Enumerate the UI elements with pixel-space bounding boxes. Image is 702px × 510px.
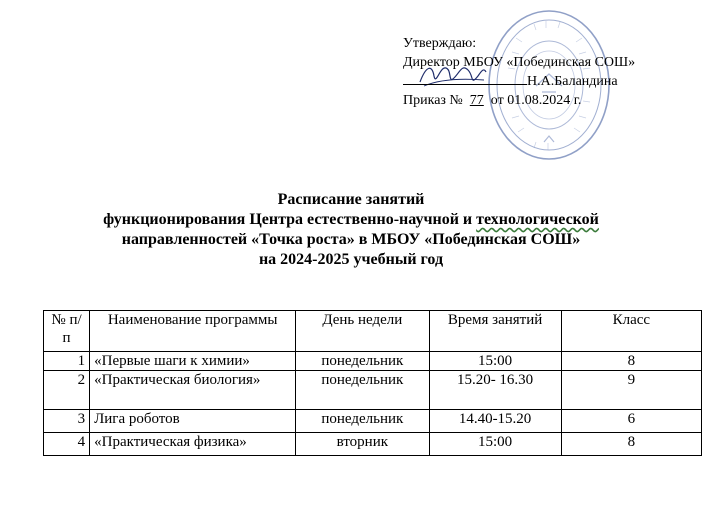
table-row: [44, 433, 702, 456]
table-row: [44, 352, 702, 371]
cell-num: 3: [44, 410, 90, 433]
cell-name: «Первые шаги к химии»: [90, 352, 296, 371]
title-line-2b: технологической: [476, 211, 599, 228]
cell-num: 1: [44, 352, 90, 371]
cell-day: понедельник: [296, 352, 429, 371]
cell-time: 14.40-15.20: [429, 410, 561, 433]
cell-time: 15:00: [429, 433, 561, 456]
cell-class: 8: [561, 433, 701, 456]
cell-class: 9: [561, 371, 701, 410]
approval-director-title: Директор МБОУ «Побединская СОШ»: [403, 55, 636, 70]
signature-blank: [403, 72, 527, 85]
cell-class: 6: [561, 410, 701, 433]
approval-signature-line: [403, 72, 635, 91]
schedule-table: [43, 310, 702, 456]
cell-class: 8: [561, 352, 701, 371]
title-line-3: направленностей «Точка роста» в МБОУ «Побединская СОШ»: [121, 231, 581, 248]
cell-name: Лига роботов: [90, 410, 296, 433]
order-number: 77: [469, 93, 484, 108]
approval-block: [403, 34, 635, 110]
director-name: Н.А.Баландина: [527, 74, 618, 89]
header-class: Класс: [561, 311, 701, 352]
cell-time: 15.20- 16.30: [429, 371, 561, 410]
cell-day: вторник: [296, 433, 429, 456]
header-day: День недели: [296, 311, 429, 352]
title-line-1: Расписание занятий: [277, 191, 425, 208]
header-time: Время занятий: [429, 311, 561, 352]
cell-name: «Практическая биология»: [90, 371, 296, 410]
document-title: [0, 190, 702, 270]
cell-time: 15:00: [429, 352, 561, 371]
cell-day: понедельник: [296, 371, 429, 410]
header-num: № п/п: [44, 311, 90, 352]
title-line-4: на 2024-2025 учебный год: [258, 251, 444, 268]
table-row: [44, 410, 702, 433]
title-line-2a: функционирования Центра естественно-научной и: [103, 211, 477, 228]
cell-num: 2: [44, 371, 90, 410]
table-row: [44, 371, 702, 410]
header-name: Наименование программы: [90, 311, 296, 352]
title-line-2: [0, 210, 702, 230]
cell-day: понедельник: [296, 410, 429, 433]
order-date: от 01.08.2024 г.: [490, 93, 582, 108]
cell-num: 4: [44, 433, 90, 456]
order-prefix: Приказ №: [403, 93, 463, 108]
approval-order: [403, 91, 635, 110]
cell-name: «Практическая физика»: [90, 433, 296, 456]
table-header-row: [44, 311, 702, 352]
approval-label: Утверждаю:: [403, 36, 477, 51]
